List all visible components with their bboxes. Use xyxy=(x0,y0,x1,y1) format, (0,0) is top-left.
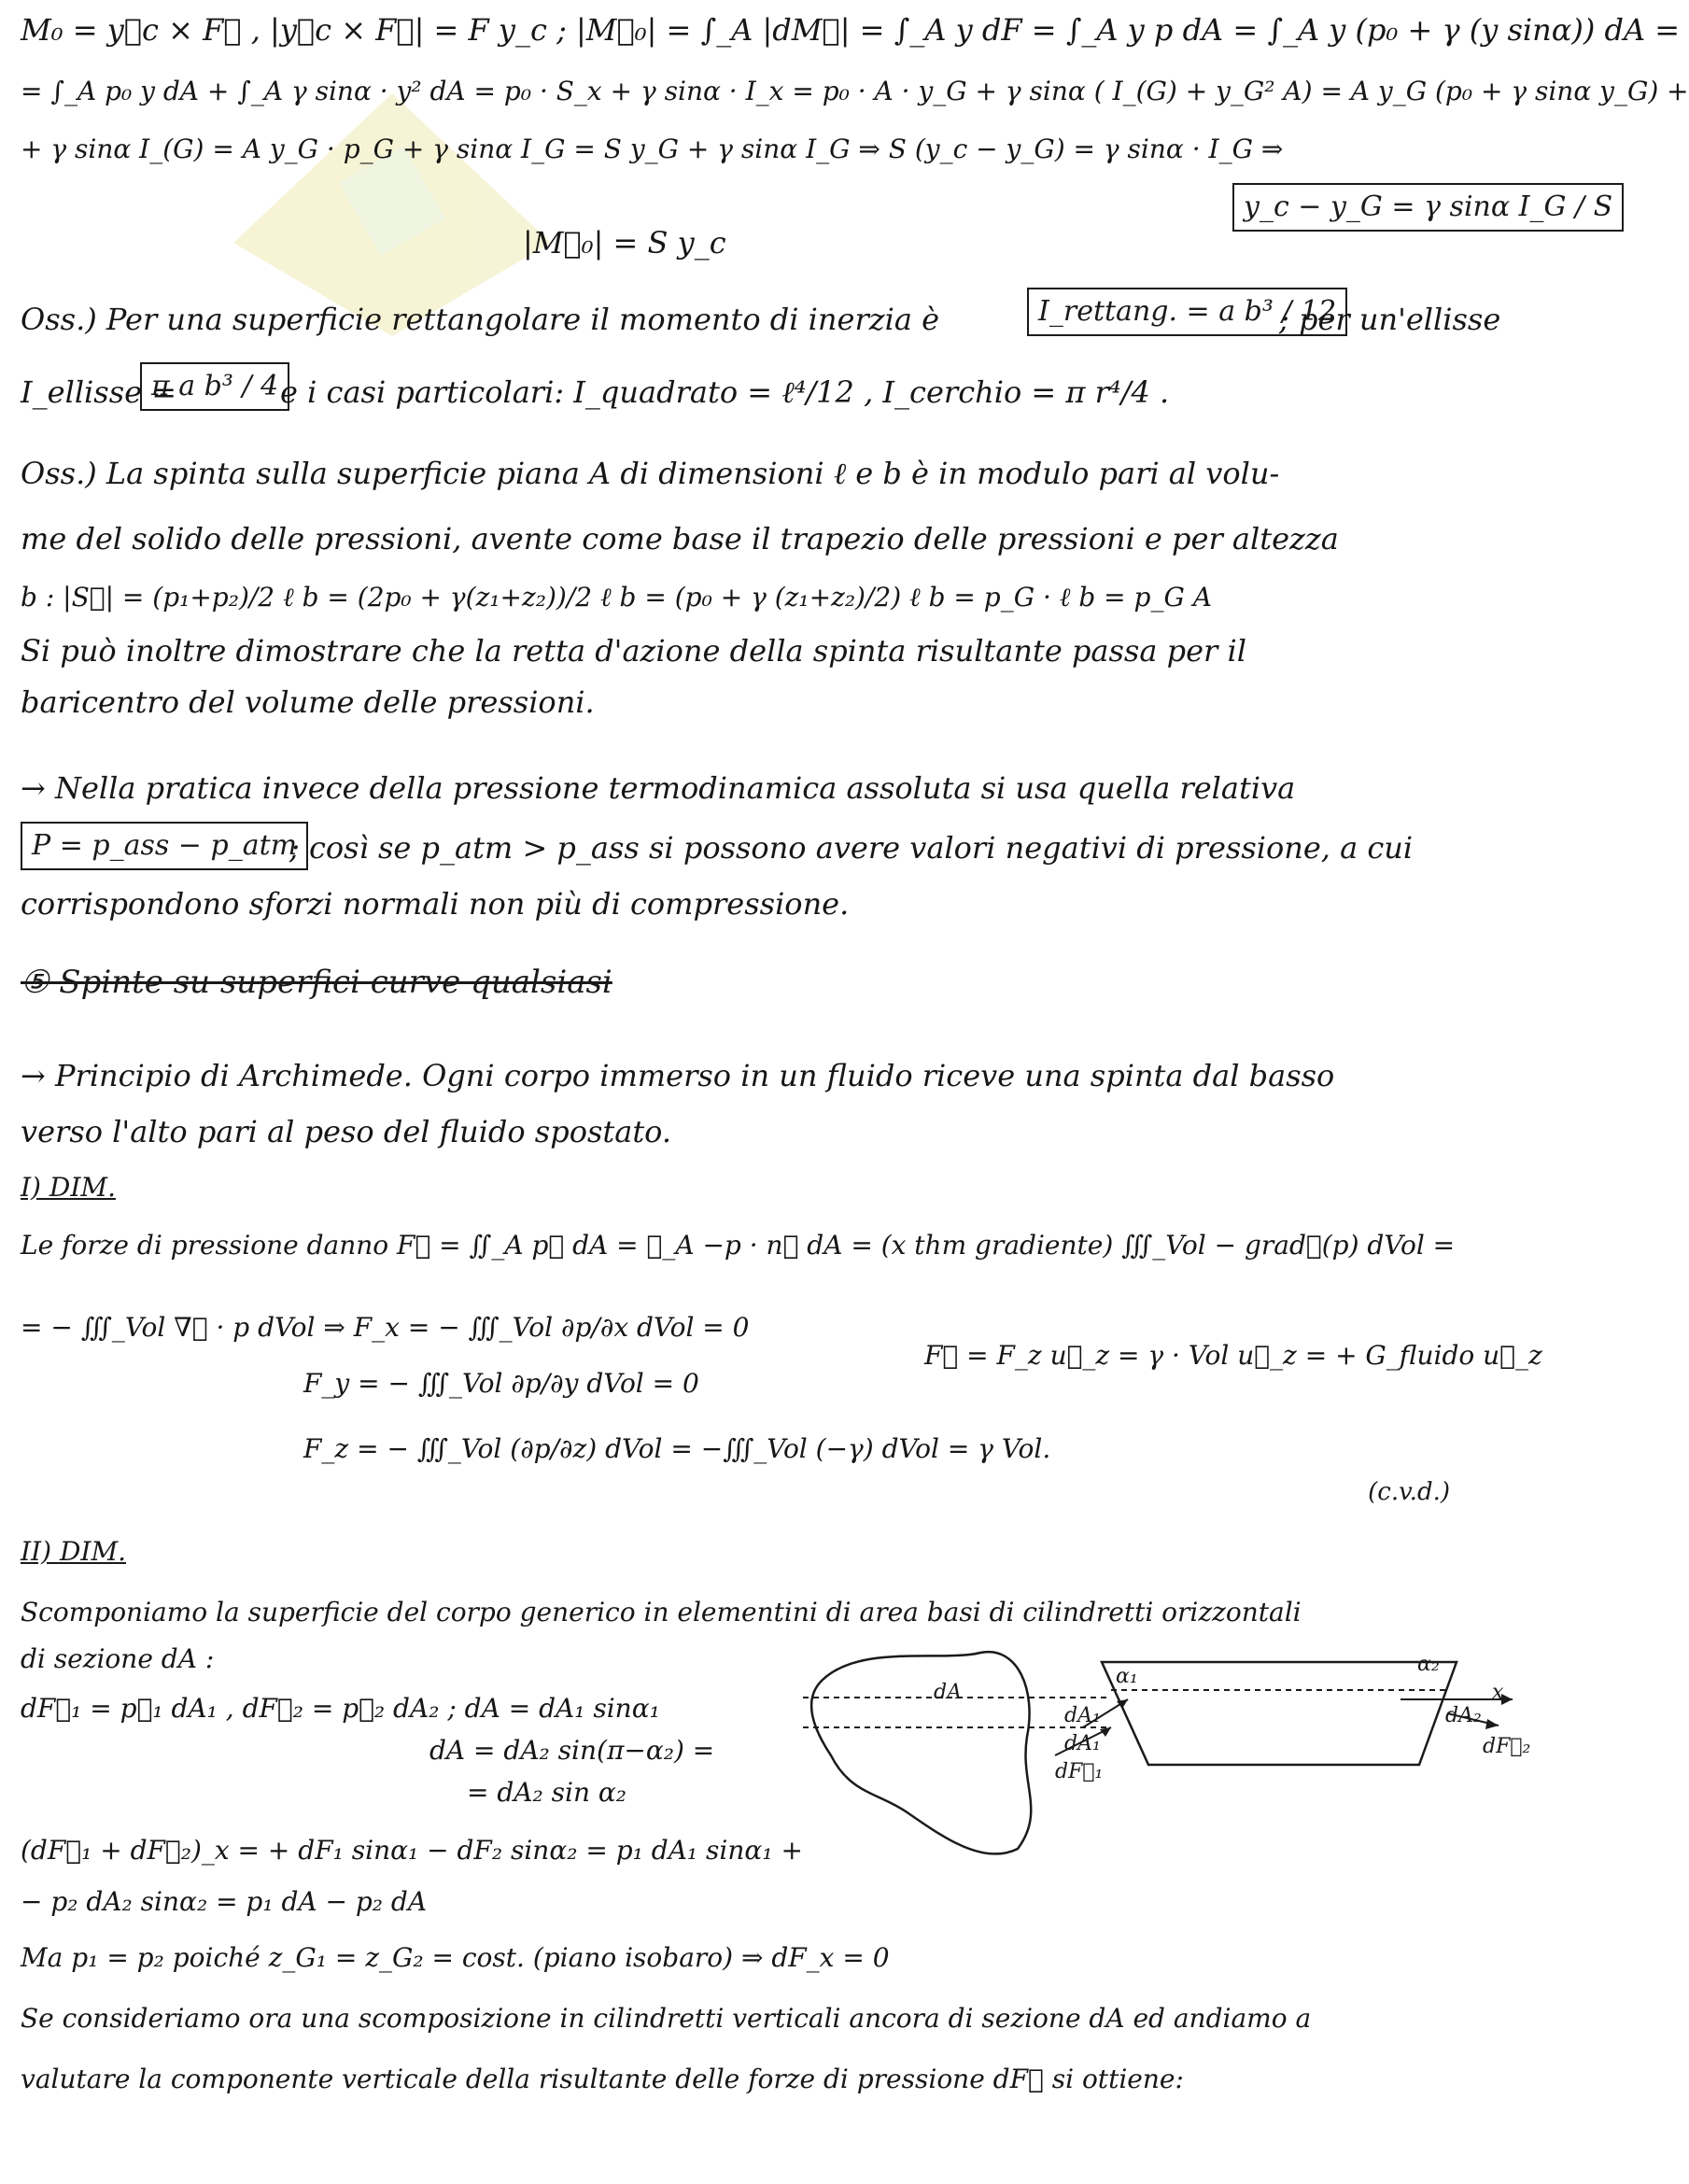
figure-label-dA1: dA₁ xyxy=(1064,1704,1101,1727)
section-heading-struck: ⑤ Spinte su superfici curve qualsiasi xyxy=(21,964,612,1001)
text-line: valutare la componente verticale della risultante delle forze di pressione dF⃗ si ottiene: xyxy=(21,2064,1184,2094)
text-line: = − ∭_Vol ∇⃗ · p dVol ⇒ F_x = − ∭_Vol ∂p/∂x dVol = 0 xyxy=(21,1312,750,1343)
boxed-formula-i-rectangle: I_rettang. = a b³ / 12 xyxy=(1027,288,1347,336)
figure-label-dF2: dF⃗₂ xyxy=(1483,1735,1531,1758)
text-line: M₀ = y⃗c × F⃗ , |y⃗c × F⃗| = F y_c ; |M⃗₀| = ∫_A |dM⃗| = ∫_A y dF = ∫_A y p dA = ∫_A y (p₀ + γ (y sinα)) dA = xyxy=(21,12,1681,48)
text-line: dF⃗₁ = p⃗₁ dA₁ , dF⃗₂ = p⃗₂ dA₂ ; dA = dA₁ sinα₁ xyxy=(21,1693,660,1724)
text-line: di sezione dA : xyxy=(21,1643,215,1674)
text-line: Ma p₁ = p₂ poiché z_G₁ = z_G₂ = cost. (piano isobaro) ⇒ dF_x = 0 xyxy=(21,1942,890,1973)
cvd-mark: (c.v.d.) xyxy=(1368,1478,1450,1506)
figure-label-alpha1: α₁ xyxy=(1116,1665,1138,1688)
text-line: + γ sinα I_(G) = A y_G · p_G + γ sinα I_G = S y_G + γ sinα I_G ⇒ S (y_c − y_G) = γ sinα · I_G ⇒ xyxy=(21,134,1284,164)
text-line: = ∫_A p₀ y dA + ∫_A γ sinα · y² dA = p₀ · S_x + γ sinα · I_x = p₀ · A · y_G + γ sinα ( I_(G) + y_G² A) = A y_G (p₀ + γ sinα y_G) + xyxy=(21,76,1689,106)
text-line: ; così se p_atm > p_ass si possono avere valori negativi di pressione, a cui xyxy=(289,830,1414,866)
text-line: − p₂ dA₂ sinα₂ = p₁ dA − p₂ dA xyxy=(21,1886,428,1917)
boxed-formula-centre-of-pressure: y_c − y_G = γ sinα I_G / S xyxy=(1232,183,1624,232)
proof-heading: I) DIM. xyxy=(21,1172,116,1203)
text-line: F_z = − ∭_Vol (∂p/∂z) dVol = −∭_Vol (−γ) dVol = γ Vol. xyxy=(303,1433,1051,1464)
text-line: baricentro del volume delle pressioni. xyxy=(21,684,595,720)
text-line: → Principio di Archimede. Ogni corpo immerso in un fluido riceve una spinta dal basso xyxy=(21,1058,1335,1093)
text-line: F⃗ = F_z u⃗_z = γ · Vol u⃗_z = + G_fluido u⃗_z xyxy=(924,1340,1542,1371)
text-line: corrispondono sforzi normali non più di compressione. xyxy=(21,886,850,922)
text-line: |M⃗₀| = S y_c xyxy=(523,225,726,261)
figure-label-dF1: dF⃗₁ xyxy=(1055,1760,1104,1783)
figure-label-x: x xyxy=(1492,1681,1504,1704)
boxed-formula-relative-pressure: P = p_ass − p_atm xyxy=(21,822,308,870)
text-line: me del solido delle pressioni, avente come base il trapezio delle pressioni e per altezza xyxy=(21,521,1339,557)
text-line: Oss.) Per una superficie rettangolare il momento di inerzia è xyxy=(21,302,940,337)
figure-label-dA2: dA₂ xyxy=(1445,1704,1482,1727)
text-line: e i casi particolari: I_quadrato = ℓ⁴/12 , I_cerchio = π r⁴/4 . xyxy=(280,374,1170,410)
figure-label-dA1-b: dA₁ xyxy=(1064,1732,1101,1755)
text-line: Oss.) La spinta sulla superficie piana A di dimensioni ℓ e b è in modulo pari al volu- xyxy=(21,456,1280,491)
text-line: (dF⃗₁ + dF⃗₂)_x = + dF₁ sinα₁ − dF₂ sinα₂ = p₁ dA₁ sinα₁ + xyxy=(21,1835,803,1866)
proof-heading: II) DIM. xyxy=(21,1536,127,1567)
boxed-formula-i-ellipse: π a b³ / 4 xyxy=(140,362,289,411)
text-line: Le forze di pressione danno F⃗ = ∬_A p⃗ dA = ∯_A −p · n⃗ dA = (x thm gradiente) ∭_Vol − grad⃗(p) dVol = xyxy=(21,1230,1456,1261)
text-line: I_ellisse = xyxy=(21,374,177,410)
text-line: → Nella pratica invece della pressione termodinamica assoluta si usa quella relativa xyxy=(21,770,1296,806)
text-line: Se consideriamo ora una scomposizione in cilindretti verticali ancora di sezione dA ed andiamo a xyxy=(21,2003,1312,2034)
text-line: b : |S⃗| = (p₁+p₂)/2 ℓ b = (2p₀ + γ(z₁+z₂))/2 ℓ b = (p₀ + γ (z₁+z₂)/2) ℓ b = p_G · ℓ b = p_G A xyxy=(21,582,1212,613)
text-line: ; per un'ellisse xyxy=(1279,302,1501,337)
figure-label-alpha2: α₂ xyxy=(1417,1653,1440,1676)
text-line: = dA₂ sin α₂ xyxy=(467,1777,627,1808)
text-line: Si può inoltre dimostrare che la retta d'azione della spinta risultante passa per il xyxy=(21,633,1246,669)
text-line: F_y = − ∭_Vol ∂p/∂y dVol = 0 xyxy=(303,1368,699,1399)
text-line: verso l'alto pari al peso del fluido spostato. xyxy=(21,1114,672,1149)
text-line: Scomponiamo la superficie del corpo generico in elementini di area basi di cilindretti orizzontali xyxy=(21,1597,1302,1627)
figure-label-dA: dA xyxy=(934,1681,962,1704)
text-line: dA = dA₂ sin(π−α₂) = xyxy=(429,1735,715,1766)
